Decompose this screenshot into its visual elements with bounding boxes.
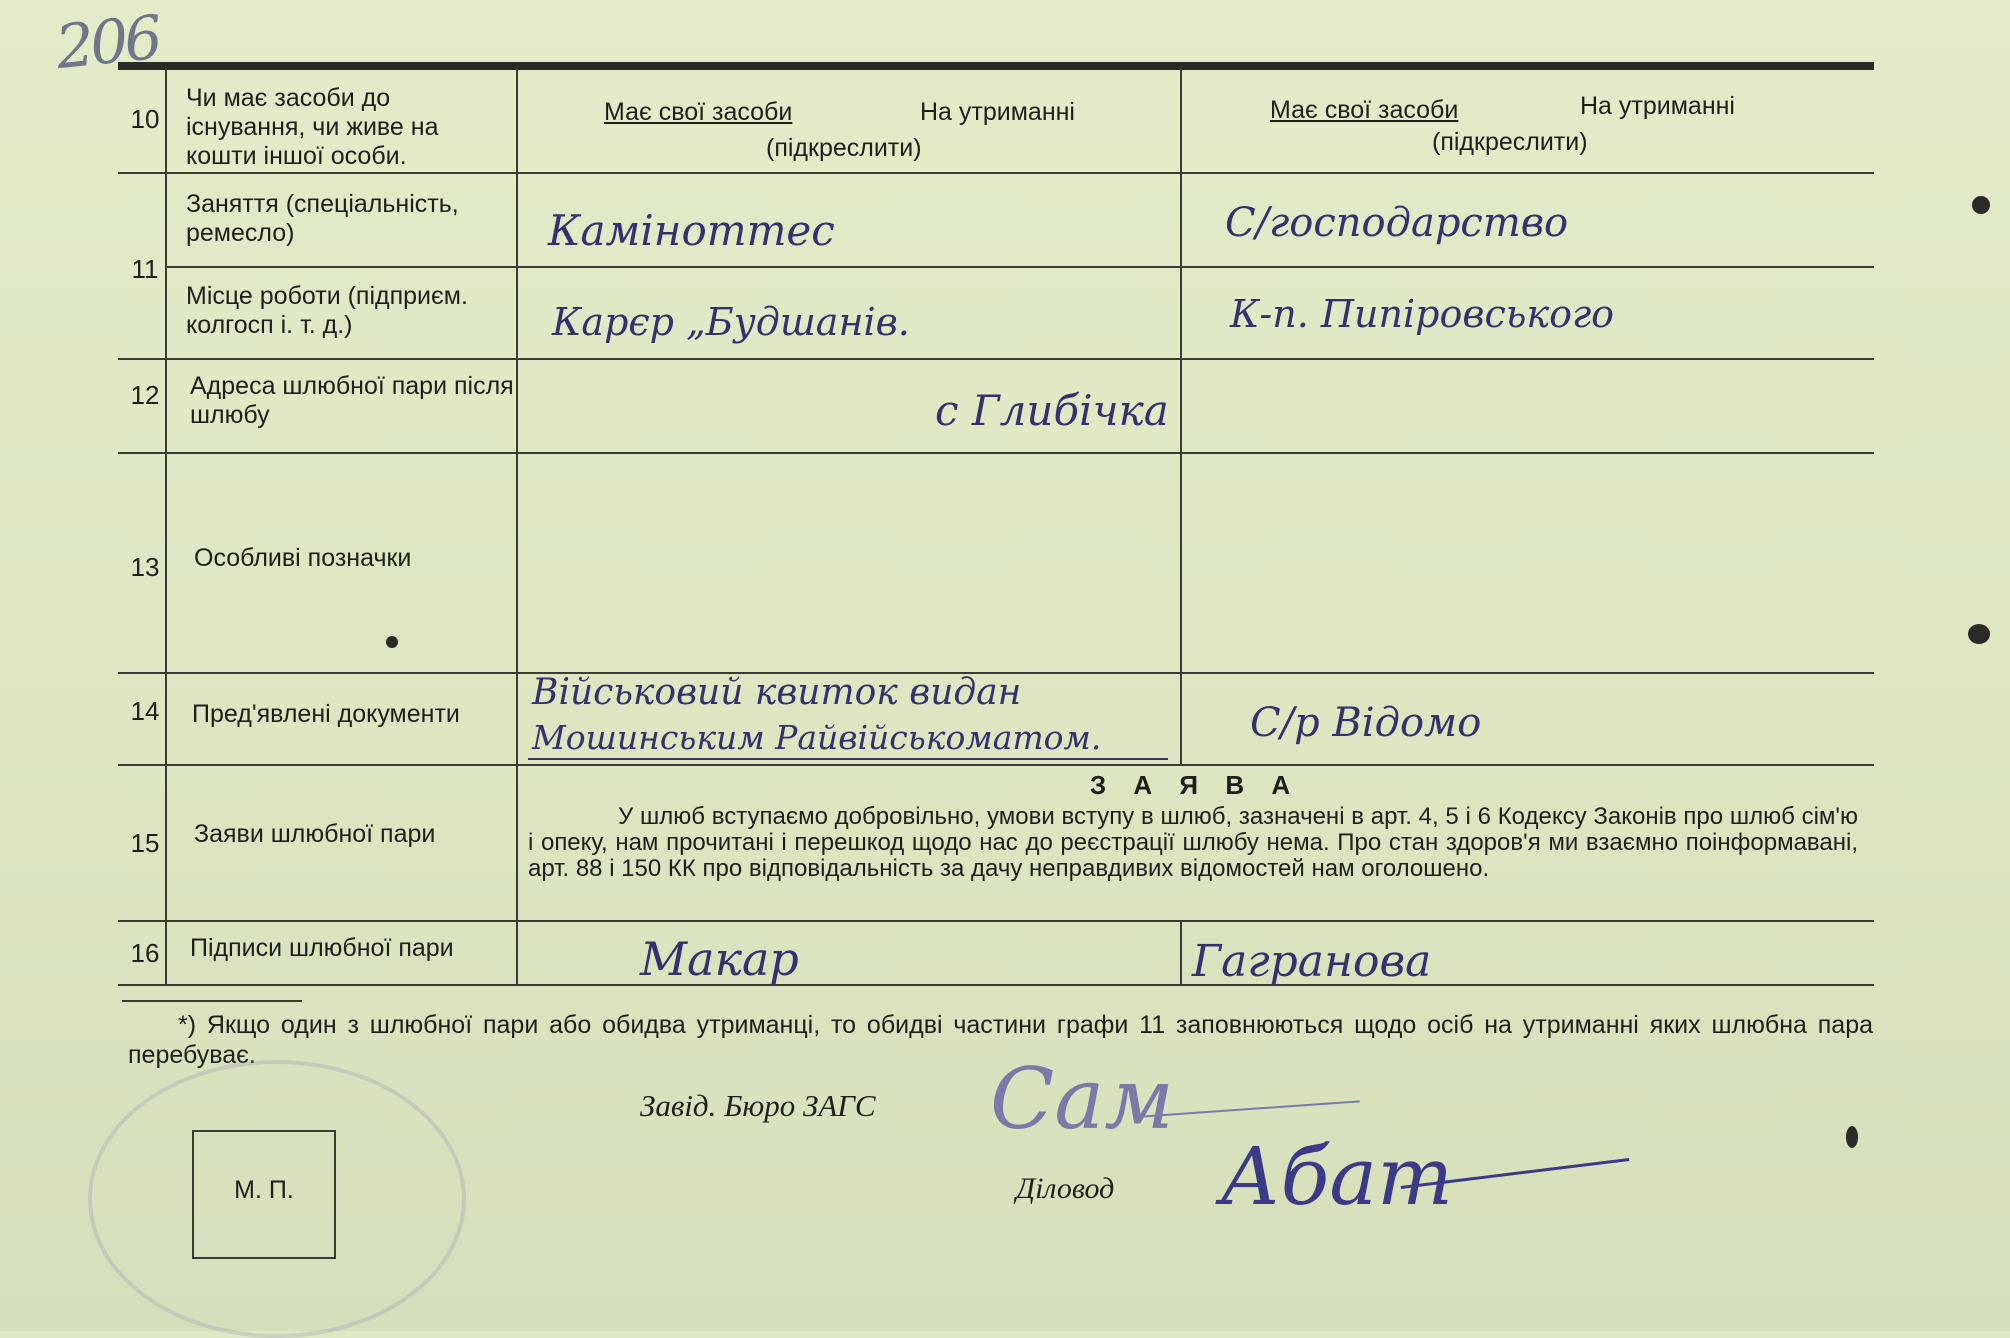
margin-speck [1972,196,1990,214]
col-person-divider-bottom [1180,920,1182,984]
documents-value: Мошинським Райвійськоматом. [532,718,1102,757]
row-label: Особливі позначки [194,544,412,572]
ink-dot [386,636,398,648]
documents-value: Військовий квиток видан [532,672,1022,713]
signature-groom: Макар [640,932,799,986]
documents-value: С/р Відомо [1250,700,1482,746]
row-label: Адреса шлюбної пари після шлюбу [190,372,514,429]
stamp-box [192,1130,336,1259]
clerk-signature: Абат [1220,1130,1453,1223]
underline-note: (підкреслити) [1432,128,1588,156]
row-label: Пред'явлені документи [192,700,460,728]
row-number: 10 [130,104,160,134]
option-own-means: Має свої засоби [1270,96,1459,124]
head-label: Завід. Бюро ЗАГС [640,1088,876,1123]
underline-note: (підкреслити) [766,134,922,162]
margin-speck [1968,624,1990,644]
row-label: Підписи шлюбної пари [190,934,454,962]
col-person-divider-top [1180,66,1182,764]
footnote: *) Якщо один з шлюбної пари або обидва утриманці, то обидві частини графи 11 заповнюються щодо осіб на утриманні яких шлюбна пара перебуває. [128,1011,1873,1069]
rule-14-bottom [118,764,1874,766]
rule-15-bottom [118,920,1874,922]
option-dependent: На утриманні [920,98,1075,126]
row-label: Місце роботи (підприєм. колгосп і. т. д.) [186,282,468,339]
archive-number: 206 [52,2,162,84]
workplace-value: К-п. Пипіровського [1230,292,1615,336]
rule-11-bottom [118,358,1874,360]
rule-11a-bottom [165,266,1874,268]
address-value: с Глибічка [935,386,1169,435]
occupation-value: С/господарство [1225,200,1569,246]
rule-12-bottom [118,452,1874,454]
head-signature: Сам [990,1050,1174,1148]
option-dependent: На утриманні [1580,92,1735,120]
row-number: 12 [130,380,160,410]
option-own-means: Має свої засоби [604,98,793,126]
workplace-value: Карєр „Будшанів. [552,300,910,344]
rule-10-bottom [118,172,1874,174]
row-label: Заяви шлюбної пари [194,820,436,848]
occupation-value: Каміноттес [548,206,835,255]
top-border [118,62,1874,70]
clerk-label: Діловод [1016,1172,1115,1205]
row-number: 15 [130,828,160,858]
row-number: 11 [131,254,159,284]
statement-text [528,774,1858,882]
handwritten-underline [528,758,1168,760]
rule-16-bottom [118,984,1874,986]
row-label: Чи має засоби до існування, чи живе на кошти іншої особи. [186,84,439,170]
margin-speck [1846,1126,1858,1148]
statement-title: З А Я В А [1089,770,1301,800]
signature-bride: Гагранова [1192,936,1432,987]
footnote-rule [122,1000,302,1002]
row-number: 14 [130,696,160,726]
row-number: 16 [130,938,160,968]
stamp-label: М. П. [234,1176,294,1204]
col-num-divider [165,66,167,984]
row-label: Заняття (спеціальність, ремесло) [186,190,459,247]
statement-body: У шлюб вступаємо добровільно, умови вступу в шлюб, зазначені в арт. 4, 5 і 6 Кодексу Законів про шлюб сім'ю і опеку, нам прочитані і перешкод щодо нас до реєстрації шлюбу нема. Про стан здоров'я ми взаємно поінформавані, арт. 88 і 150 КК про відповідальність за дачу неправдивих відомостей нам оголошено. [528,803,1858,882]
row-number: 13 [130,552,160,582]
